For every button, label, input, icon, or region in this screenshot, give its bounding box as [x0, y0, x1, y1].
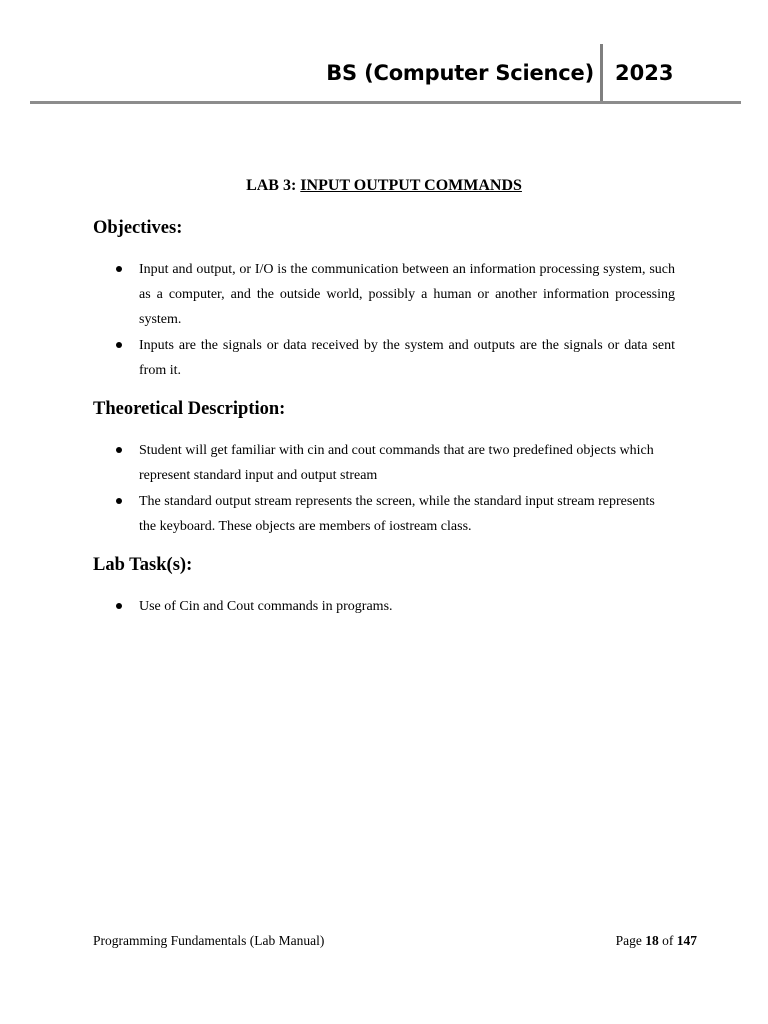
list-item [114, 333, 675, 383]
objectives-list [114, 257, 675, 384]
list-item [114, 594, 675, 619]
theory-heading: Theoretical Description: [93, 399, 286, 419]
page-current: 18 [645, 933, 659, 948]
header-program-title: BS (Computer Science) [326, 61, 594, 85]
bullet-icon [116, 266, 122, 272]
footer-page-number [616, 932, 697, 950]
page-label: Page [615, 933, 642, 948]
lab-number: LAB 3: [246, 177, 297, 194]
list-item [114, 438, 675, 488]
header-horizontal-rule [30, 101, 741, 104]
list-item-text: Inputs are the signals or data received by the system and outputs are the signals or data sent from it. [139, 338, 675, 378]
page-total: 147 [676, 933, 697, 948]
tasks-list [114, 594, 675, 620]
list-item-text: Use of Cin and Cout commands in programs. [139, 599, 393, 614]
page-header [0, 0, 768, 110]
theory-list [114, 438, 675, 540]
bullet-icon [116, 498, 122, 504]
list-item [114, 257, 675, 332]
list-item-text: The standard output stream represents the screen, while the standard input stream represents the keyboard. These objects are members of iostream class. [139, 494, 655, 534]
lab-title [0, 176, 768, 196]
list-item-text: Student will get familiar with cin and cout commands that are two predefined objects which represent standard input and output stream [139, 443, 654, 483]
tasks-heading: Lab Task(s): [93, 555, 193, 575]
footer-course-title: Programming Fundamentals (Lab Manual) [93, 933, 325, 948]
header-year: 2023 [615, 61, 674, 85]
list-item-text: Input and output, or I/O is the communication between an information processing system, such as a computer, and the outside world, possibly a human or another information processing system. [139, 262, 675, 327]
bullet-icon [116, 342, 122, 348]
bullet-icon [116, 447, 122, 453]
objectives-heading: Objectives: [93, 218, 183, 238]
header-vertical-divider [600, 44, 603, 103]
list-item [114, 489, 675, 539]
page-of-label: of [662, 933, 674, 948]
lab-topic: INPUT OUTPUT COMMANDS [300, 177, 522, 194]
bullet-icon [116, 603, 122, 609]
